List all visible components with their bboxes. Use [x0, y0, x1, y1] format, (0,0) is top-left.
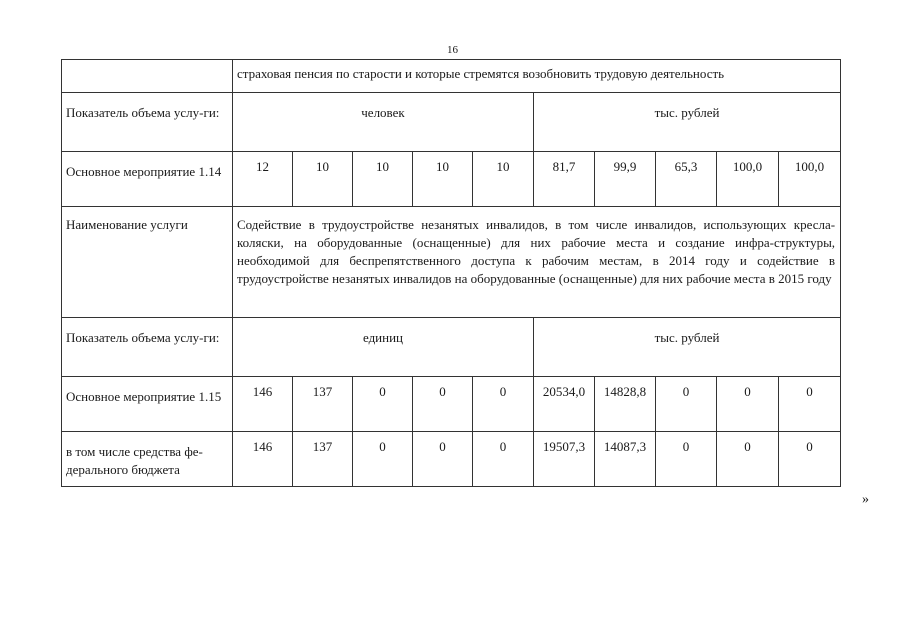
- value-cell: 0: [656, 432, 717, 487]
- table-row: [62, 432, 841, 487]
- value-cell: 81,7: [534, 152, 595, 207]
- continued-text: страховая пенсия по старости и которые стремятся возобновить трудовую деятельность: [233, 60, 841, 93]
- value-cell: 19507,3: [534, 432, 595, 487]
- unit-money: тыс. рублей: [534, 318, 841, 377]
- table-cell-empty: [62, 60, 233, 93]
- value-cell: 0: [473, 377, 534, 432]
- value-cell: 137: [293, 432, 353, 487]
- value-cell: 100,0: [717, 152, 779, 207]
- value-cell: 146: [233, 432, 293, 487]
- value-cell: 0: [353, 432, 413, 487]
- value-cell: 0: [413, 377, 473, 432]
- value-cell: 20534,0: [534, 377, 595, 432]
- volume-indicator-label: Показатель объема услу-ги:: [62, 318, 233, 377]
- unit-money: тыс. рублей: [534, 93, 841, 152]
- unit-people: человек: [233, 93, 534, 152]
- value-cell: 137: [293, 377, 353, 432]
- table-row: [62, 207, 841, 318]
- value-cell: 99,9: [595, 152, 656, 207]
- value-cell: 0: [413, 432, 473, 487]
- value-cell: 10: [473, 152, 534, 207]
- table-row: [62, 318, 841, 377]
- value-cell: 14087,3: [595, 432, 656, 487]
- value-cell: 10: [293, 152, 353, 207]
- value-cell: 14828,8: [595, 377, 656, 432]
- service-name-text: Содействие в трудоустройстве незанятых инвалидов, в том числе инвалидов, использующих кресла-коляски, на оборудованные (оснащенные) для них рабочие места и создание инфра-структуры, необходимой для беспрепятственного доступа к рабочим местам, в 2014 году и содействие в трудоустройстве незанятых инвалидов на оборудованные (оснащенные) для них рабочие места в 2015 году: [233, 207, 841, 318]
- table-row: [62, 60, 841, 93]
- page-number: 16: [447, 44, 458, 56]
- value-cell: 65,3: [656, 152, 717, 207]
- value-cell: 0: [656, 377, 717, 432]
- federal-budget-label: в том числе средства фе-дерального бюджета: [62, 432, 233, 487]
- value-cell: 10: [413, 152, 473, 207]
- value-cell: 146: [233, 377, 293, 432]
- table-row: [62, 377, 841, 432]
- volume-indicator-label: Показатель объема услу-ги:: [62, 93, 233, 152]
- measure-115-label: Основное мероприятие 1.15: [62, 377, 233, 432]
- service-name-label: Наименование услуги: [62, 207, 233, 318]
- value-cell: 0: [717, 377, 779, 432]
- measure-114-label: Основное мероприятие 1.14: [62, 152, 233, 207]
- table-row: [62, 93, 841, 152]
- value-cell: 0: [353, 377, 413, 432]
- table-row: [62, 152, 841, 207]
- value-cell: 12: [233, 152, 293, 207]
- value-cell: 100,0: [779, 152, 841, 207]
- value-cell: 0: [473, 432, 534, 487]
- unit-units: единиц: [233, 318, 534, 377]
- closing-quote: »: [862, 492, 869, 507]
- value-cell: 0: [779, 377, 841, 432]
- value-cell: 0: [779, 432, 841, 487]
- value-cell: 0: [717, 432, 779, 487]
- value-cell: 10: [353, 152, 413, 207]
- program-table: [61, 59, 841, 487]
